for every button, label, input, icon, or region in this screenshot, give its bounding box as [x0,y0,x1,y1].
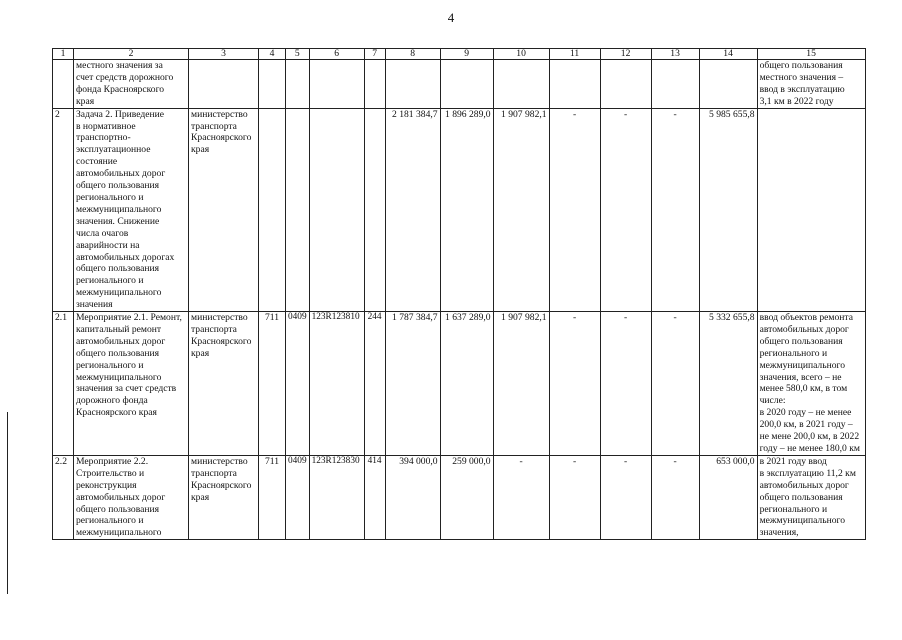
column-number: 11 [549,49,600,60]
amount-col-12: - [600,455,651,539]
amount-col-11: - [549,312,600,456]
page-number: 4 [447,10,455,25]
section-code [286,108,310,311]
column-number: 6 [309,49,364,60]
amount-col-8: 1 787 384,7 [385,312,440,456]
amount-col-13: - [651,455,699,539]
amount-col-8 [385,60,440,109]
expected-result: ввод объектов ремонта автомобильных дорог общего пользования регионального и межмуниципального значения, всего – не менее 580,0 км, в том числе: в 2020 году – не менее 200,0 км, в 2021 году – не мене 200,0 км, в 2022 году – не менее 180,0 км [757,312,865,456]
expense-type-code [364,60,385,109]
target-article-code [309,108,364,311]
expected-result: общего пользования местного значения – ввод в эксплуатацию 3,1 км в 2022 году [757,60,865,109]
column-number: 5 [286,49,310,60]
column-number: 3 [189,49,259,60]
amount-col-10: 1 907 982,1 [493,108,549,311]
row-number: 2.2 [53,455,74,539]
column-number: 10 [493,49,549,60]
amount-col-9: 1 637 289,0 [440,312,493,456]
amount-col-11: - [549,108,600,311]
amount-col-8: 394 000,0 [385,455,440,539]
row-description: Задача 2. Приведение в нормативное транспортно- эксплуатационное состояние автомобильных дорог общего пользования регионального и межмуниципального значения. Снижение числа очагов аварийности на автомобильных дорогах общего пользования регионального и межмуниципального значения [74,108,189,311]
amount-col-11 [549,60,600,109]
grbs-code [259,108,286,311]
column-number: 8 [385,49,440,60]
table-row-task-2 [53,108,866,311]
responsible-party: министерство транспорта Красноярского края [189,312,259,456]
amount-col-13: - [651,312,699,456]
scan-margin-line [7,412,8,594]
row-description: местного значения за счет средств дорожного фонда Красноярского края [74,60,189,109]
grbs-code: 711 [259,312,286,456]
amount-col-10: 1 907 982,1 [493,312,549,456]
amount-total: 653 000,0 [699,455,757,539]
amount-total: 5 332 655,8 [699,312,757,456]
amount-col-11: - [549,455,600,539]
target-article-code: 123R123830 [309,455,364,539]
row-description: Мероприятие 2.2. Строительство и реконструкция автомобильных дорог общего пользования регионального и межмуниципального [74,455,189,539]
column-number: 12 [600,49,651,60]
expense-type-code [364,108,385,311]
column-number: 1 [53,49,74,60]
program-table [52,48,866,540]
expected-result [757,108,865,311]
responsible-party: министерство транспорта Красноярского края [189,455,259,539]
column-number: 14 [699,49,757,60]
expense-type-code: 244 [364,312,385,456]
amount-col-10 [493,60,549,109]
responsible-party [189,60,259,109]
target-article-code [309,60,364,109]
amount-col-12 [600,60,651,109]
amount-col-12: - [600,312,651,456]
row-description: Мероприятие 2.1. Ремонт, капитальный ремонт автомобильных дорог общего пользования регионального и межмуниципального значения за счет средств дорожного фонда Красноярского края [74,312,189,456]
section-code [286,60,310,109]
section-code: 0409 [286,312,310,456]
column-number: 2 [74,49,189,60]
responsible-party: министерство транспорта Красноярского края [189,108,259,311]
amount-col-9 [440,60,493,109]
grbs-code: 711 [259,455,286,539]
table-row-continuation [53,60,866,109]
amount-col-9: 1 896 289,0 [440,108,493,311]
amount-col-13: - [651,108,699,311]
table-row-measure-2-1 [53,312,866,456]
expense-type-code: 414 [364,455,385,539]
column-number: 9 [440,49,493,60]
column-number: 15 [757,49,865,60]
amount-total: 5 985 655,8 [699,108,757,311]
amount-col-10: - [493,455,549,539]
table-row-measure-2-2 [53,455,866,539]
row-number: 2 [53,108,74,311]
grbs-code [259,60,286,109]
column-number: 7 [364,49,385,60]
amount-col-12: - [600,108,651,311]
expected-result: в 2021 году ввод в эксплуатацию 11,2 км автомобильных дорог общего пользования регионального и межмуниципального значения, [757,455,865,539]
amount-col-8: 2 181 384,7 [385,108,440,311]
row-number [53,60,74,109]
column-number: 4 [259,49,286,60]
row-number: 2.1 [53,312,74,456]
amount-col-13 [651,60,699,109]
amount-col-9: 259 000,0 [440,455,493,539]
target-article-code: 123R123810 [309,312,364,456]
amount-total [699,60,757,109]
column-number: 13 [651,49,699,60]
section-code: 0409 [286,455,310,539]
column-number-row [53,49,866,60]
